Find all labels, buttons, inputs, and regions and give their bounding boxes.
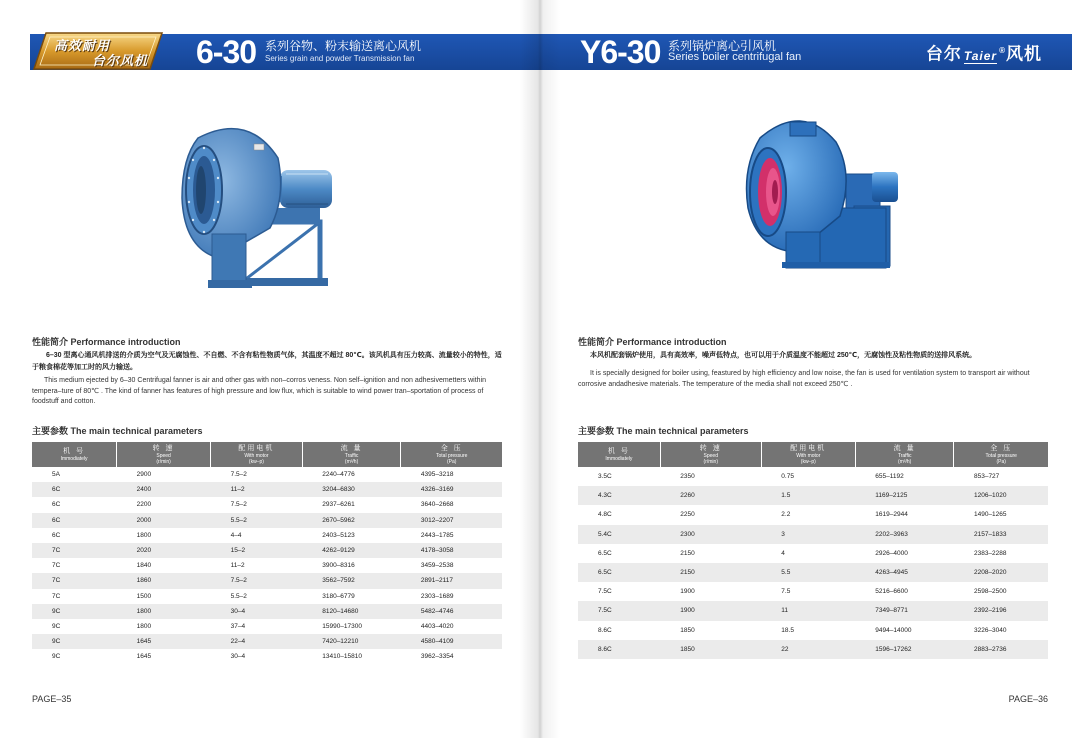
table-cell: 6C [32,497,117,512]
table-cell: 4403–4020 [401,619,502,634]
table-cell: 7C [32,558,117,573]
table-cell: 1850 [660,621,761,640]
table-cell: 1596–17262 [855,640,954,659]
table-cell: 3900–8316 [302,558,401,573]
left-params-title: 主要参数 The main technical parameters [32,426,203,436]
table-row [578,563,1048,582]
table-cell: 2200 [117,497,211,512]
header-cn: 机 号 [63,447,86,455]
header-en: Traffic [344,452,359,459]
table-cell: 37–4 [211,619,303,634]
left-performance-en: This medium ejected by 6–30 Centrifugal fanner is air and other gas with non–corros veness. Non self–ignition and non adhesivemetters within tempera–ture of 80℃ . The kind of fanner has features of high pressure and low flux, which is suitable to wind power tran–sportation of process of foodstuff and cotton. [32,377,487,405]
table-cell: 11–2 [211,558,303,573]
table-cell: 2891–2117 [401,573,502,588]
right-performance-cn: 本风机配套锅炉使用，具有高效率，噪声低特点，也可以用于介质温度不能超过 250℃，无腐蚀性及粘性物质的送排风系统。 [590,352,977,359]
table-cell: 6C [32,513,117,528]
table-cell: 3562–7592 [302,573,401,588]
table-cell: 7C [32,573,117,588]
table-cell: 9494–14000 [855,621,954,640]
header-cn: 转 速 [152,444,175,452]
column-header [578,442,660,467]
table-cell: 1619–2944 [855,505,954,524]
header-cn: 配用电机 [238,444,275,452]
table-cell: 6.5C [578,563,660,582]
table-cell: 5.5 [761,563,855,582]
table-cell: 11 [761,601,855,620]
table-cell: 6.5C [578,544,660,563]
table-cell: 2392–2196 [954,601,1048,620]
table-cell: 4.8C [578,505,660,524]
left-page-number: PAGE–35 [32,694,72,704]
header-en: Immodiately [60,455,88,462]
table-cell: 5482–4746 [401,604,502,619]
table-cell: 7.5–2 [211,467,303,482]
table-row [32,634,502,649]
table-row [578,544,1048,563]
column-header [660,442,761,467]
column-header [761,442,855,467]
column-header [302,442,401,467]
table-row [32,573,502,588]
badge-line-1: 高效耐用 [54,39,111,54]
column-header [211,442,303,467]
table-cell: 5.4C [578,525,660,544]
header-en: Speed [703,452,718,459]
table-row [578,525,1048,544]
table-cell: 13410–15810 [302,649,401,664]
table-cell: 4326–3169 [401,482,502,497]
column-header [401,442,502,467]
fan-6-30-image [178,118,338,298]
table-cell: 3962–3354 [401,649,502,664]
table-cell: 15–2 [211,543,303,558]
table-cell: 7.5C [578,601,660,620]
table-cell: 2900 [117,467,211,482]
table-cell: 2260 [660,486,761,505]
table-cell: 18.5 [761,621,855,640]
table-cell: 11–2 [211,482,303,497]
left-series-en: Series grain and powder Transmission fan [265,54,415,63]
table-cell: 7.5 [761,582,855,601]
right-page-number: PAGE–36 [1008,694,1048,704]
table-cell: 1800 [117,528,211,543]
header-en: Speed [156,452,171,459]
brand-text-pre: 台尔 [925,44,962,64]
table-cell: 1500 [117,589,211,604]
header-cn: 机 号 [607,447,630,455]
right-page [540,0,1080,738]
table-cell: 4 [761,544,855,563]
table-cell: 15990–17300 [302,619,401,634]
table-row [32,482,502,497]
table-cell: 2.2 [761,505,855,524]
table-cell: 7.5–2 [211,573,303,588]
table-cell: 1645 [117,634,211,649]
table-cell: 3 [761,525,855,544]
table-cell: 2020 [117,543,211,558]
table-cell: 1206–1020 [954,486,1048,505]
header-unit: (kw–p) [800,458,816,465]
left-performance-cn: 6–30 型离心通风机排送的介质为空气及无腐蚀性、不自燃、不含有粘性物质气体，其温度不超过 80℃。该风机具有压力较高、流量较小的特性，适于粮食棉花等加工时的风力输送。 [32,352,502,371]
table-cell: 2598–2500 [954,582,1048,601]
table-cell: 5.5–2 [211,513,303,528]
table-cell: 7C [32,589,117,604]
header-en: With motor [244,452,269,459]
table-cell: 4395–3218 [401,467,502,482]
table-cell: 5.5–2 [211,589,303,604]
table-cell: 1.5 [761,486,855,505]
table-cell: 655–1192 [855,467,954,486]
header-unit: (r/min) [156,458,171,465]
table-cell: 1900 [660,582,761,601]
table-row [32,558,502,573]
right-model-number: Y6-30 [580,34,661,70]
table-row [32,619,502,634]
table-row [32,528,502,543]
table-cell: 1900 [660,601,761,620]
table-cell: 3.5C [578,467,660,486]
table-cell: 30–4 [211,649,303,664]
table-row [32,649,502,664]
table-row [32,589,502,604]
table-cell: 1645 [117,649,211,664]
table-cell: 30–4 [211,604,303,619]
column-header [954,442,1048,467]
table-cell: 7.5–2 [211,497,303,512]
right-spec-table [578,442,1048,659]
table-cell: 2300 [660,525,761,544]
table-cell: 853–727 [954,467,1048,486]
table-cell: 0.75 [761,467,855,486]
table-cell: 1840 [117,558,211,573]
table-cell: 8.6C [578,640,660,659]
table-row [32,497,502,512]
table-cell: 2150 [660,563,761,582]
header-cn: 配用电机 [790,444,827,452]
brand-mark-text: Taier [963,48,998,63]
table-cell: 2443–1785 [401,528,502,543]
column-header [855,442,954,467]
table-cell: 2937–6261 [302,497,401,512]
table-row [578,467,1048,486]
table-cell: 2250 [660,505,761,524]
badge-line-2: 台尔风机 [92,54,149,69]
header-en: Traffic [897,452,912,459]
table-row [578,601,1048,620]
table-cell: 5A [32,467,117,482]
table-cell: 2400 [117,482,211,497]
table-row [578,486,1048,505]
table-cell: 4178–3058 [401,543,502,558]
table-cell: 1850 [660,640,761,659]
header-cn: 流 量 [340,444,363,452]
table-row [32,467,502,482]
slogan-badge [32,31,164,71]
table-cell: 3459–2538 [401,558,502,573]
table-cell: 3640–2668 [401,497,502,512]
header-en: With motor [796,452,821,459]
table-cell: 7349–8771 [855,601,954,620]
table-cell: 1800 [117,604,211,619]
table-cell: 1860 [117,573,211,588]
table-cell: 9C [32,604,117,619]
right-performance-en: It is specially designed for boiler using, feastured by high efficiency and low noise, the fan is used for ventilation system to transport air without corrosive andadhesive materials. The temperature of the media shall not exceed 250℃ . [578,370,1030,388]
registered-mark: ® [999,46,1006,55]
column-header [117,442,211,467]
table-cell: 3012–2207 [401,513,502,528]
table-row [32,543,502,558]
table-row [578,640,1048,659]
table-cell: 2883–2736 [954,640,1048,659]
left-model-number: 6-30 [196,34,257,70]
table-cell: 1800 [117,619,211,634]
table-header-row [32,442,502,467]
table-cell: 4–4 [211,528,303,543]
table-cell: 2150 [660,544,761,563]
table-cell: 2202–3963 [855,525,954,544]
header-en: Total pressure [436,452,468,459]
header-unit: (Pa) [446,458,457,465]
table-row [32,604,502,619]
table-cell: 2157–1833 [954,525,1048,544]
left-performance-title: 性能简介 Performance introduction [32,337,181,347]
header-en: Immodiately [605,455,633,462]
table-cell: 4263–4945 [855,563,954,582]
left-series-cn: 系列谷物、粉末输送离心风机 [265,39,422,53]
table-cell: 3204–6830 [302,482,401,497]
header-unit: (kw–p) [248,458,264,465]
table-cell: 6C [32,528,117,543]
table-cell: 2350 [660,467,761,486]
header-unit: (Pa) [996,458,1006,465]
brand-text-post: 风机 [1006,44,1042,64]
table-cell: 7C [32,543,117,558]
table-cell: 2240–4776 [302,467,401,482]
table-row [32,513,502,528]
header-unit: (r/min) [703,458,718,465]
column-header [32,442,117,467]
header-en: Total pressure [985,452,1017,459]
table-cell: 2403–5123 [302,528,401,543]
table-row [578,582,1048,601]
table-cell: 8120–14680 [302,604,401,619]
right-series-en: Series boiler centrifugal fan [668,51,802,63]
header-unit: (m³/h) [344,458,359,465]
table-cell: 2303–1689 [401,589,502,604]
table-cell: 4262–9129 [302,543,401,558]
table-cell: 2926–4000 [855,544,954,563]
table-cell: 3226–3040 [954,621,1048,640]
right-performance-title: 性能简介 Performance introduction [578,337,727,347]
header-cn: 全 压 [440,444,463,452]
table-cell: 22–4 [211,634,303,649]
table-cell: 2000 [117,513,211,528]
table-cell: 1490–1265 [954,505,1048,524]
right-series-cn: 系列锅炉离心引风机 [668,39,777,53]
header-cn: 流 量 [893,444,916,452]
table-cell: 9C [32,649,117,664]
table-cell: 6C [32,482,117,497]
table-cell: 7420–12210 [302,634,401,649]
brand-logo [926,40,1042,67]
table-cell: 7.5C [578,582,660,601]
table-cell: 2383–2288 [954,544,1048,563]
right-params-title: 主要参数 The main technical parameters [578,426,749,436]
table-cell: 2208–2020 [954,563,1048,582]
table-cell: 1169–2125 [855,486,954,505]
table-cell: 5216–6600 [855,582,954,601]
table-cell: 3180–6779 [302,589,401,604]
table-cell: 9C [32,634,117,649]
header-unit: (m³/h) [897,458,912,465]
table-cell: 8.6C [578,621,660,640]
table-header-row [578,442,1048,467]
table-row [578,505,1048,524]
table-cell: 4.3C [578,486,660,505]
fan-y6-30-image [736,112,908,272]
table-cell: 2670–5962 [302,513,401,528]
table-cell: 4580–4109 [401,634,502,649]
header-cn: 全 压 [990,444,1013,452]
table-row [578,621,1048,640]
table-cell: 9C [32,619,117,634]
table-cell: 22 [761,640,855,659]
left-spec-table [32,442,502,664]
header-cn: 转 速 [699,444,722,452]
